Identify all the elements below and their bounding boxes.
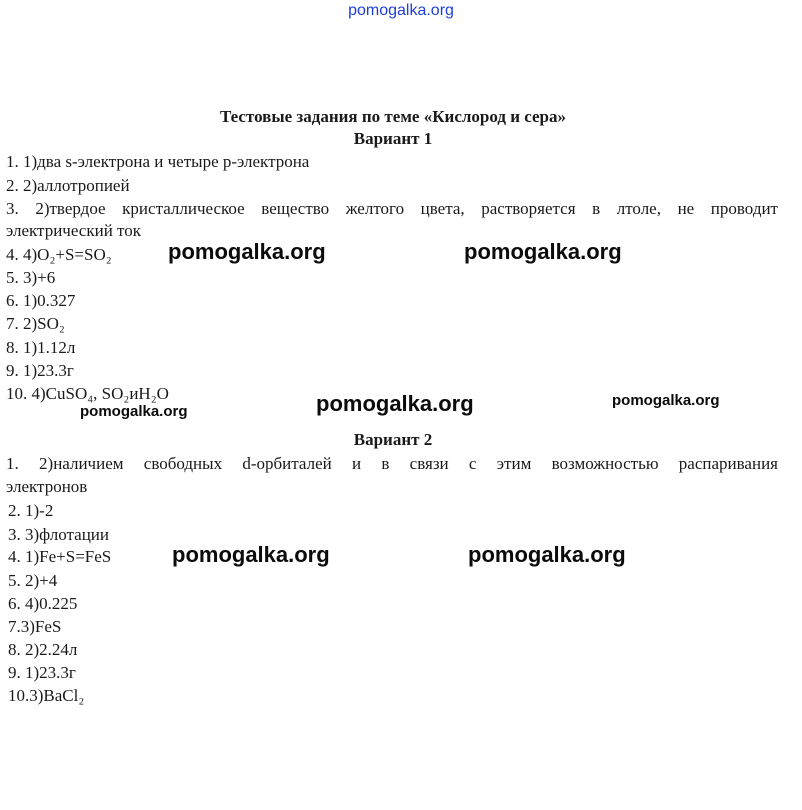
v2-answer-6: 6. 4)0.225 [8, 594, 78, 613]
v1-answer-10: 10. 4)CuSO₄, SO₂иH₂O [6, 384, 169, 403]
v2-answer-3: 3. 3)флотации [8, 525, 109, 544]
site-header-link[interactable]: pomogalka.org [348, 2, 454, 19]
watermark: pomogalka.org [612, 392, 720, 409]
watermark: pomogalka.org [80, 403, 188, 420]
v1-answer-2: 2. 2)аллотропией [6, 176, 130, 195]
watermark: pomogalka.org [168, 239, 326, 264]
v1-answer-7: 7. 2)SO₂ [6, 314, 65, 333]
v2-answer-4: 4. 1)Fe+S=FeS [8, 547, 112, 566]
v1-answer-9: 9. 1)23.3г [6, 361, 74, 380]
v1-answer-6: 6. 1)0.327 [6, 291, 76, 310]
v1-answer-8: 8. 1)1.12л [6, 338, 76, 357]
v2-answer-1-cont: электронов [6, 477, 88, 496]
watermark: pomogalka.org [316, 391, 474, 416]
v2-answer-2: 2. 1)-2 [8, 501, 54, 520]
v1-answer-3: 3. 2)твердое кристаллическое вещество желтого цвета, растворяется в лтоле, не проводит [6, 199, 778, 218]
v1-answer-4: 4. 4)O₂+S=SO₂ [6, 245, 112, 264]
watermark: pomogalka.org [464, 239, 622, 264]
document-title: Тестовые задания по теме «Кислород и сера» [219, 107, 567, 126]
v2-answer-10: 10.3)BaCl₂ [8, 686, 85, 705]
v2-answer-7: 7.3)FeS [8, 617, 62, 636]
watermark: pomogalka.org [468, 542, 626, 567]
variant-1-heading: Вариант 1 [353, 129, 433, 148]
v2-answer-8: 8. 2)2.24л [8, 640, 78, 659]
variant-2-heading: Вариант 2 [353, 430, 433, 449]
v2-answer-9: 9. 1)23.3г [8, 663, 76, 682]
v1-answer-3-cont: электрический ток [6, 221, 142, 240]
v2-answer-5: 5. 2)+4 [8, 571, 58, 590]
v1-answer-5: 5. 3)+6 [6, 268, 56, 287]
v1-answer-1: 1. 1)два s-электрона и четыре p-электрона [6, 152, 310, 171]
v2-answer-1: 1. 2)наличием свободных d-орбиталей и в связи с этим возможностью распаривания [6, 454, 778, 473]
watermark: pomogalka.org [172, 542, 330, 567]
